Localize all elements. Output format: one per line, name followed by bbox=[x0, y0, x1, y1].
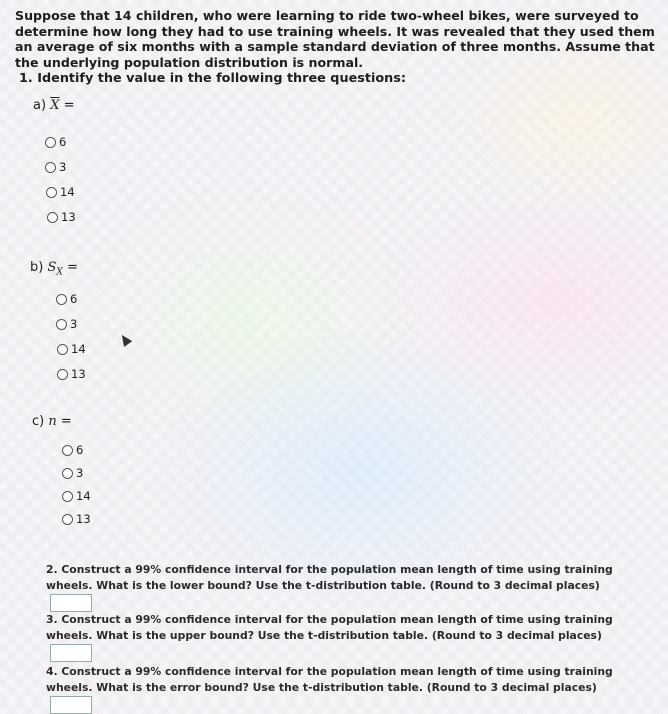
part-b-equals: = bbox=[66, 260, 78, 275]
radio-icon[interactable] bbox=[62, 445, 73, 456]
option-label: 13 bbox=[71, 367, 86, 381]
radio-icon[interactable] bbox=[56, 319, 67, 330]
option-label: 6 bbox=[70, 292, 78, 306]
part-b-option-1[interactable] bbox=[56, 292, 77, 306]
part-a-equals: = bbox=[63, 98, 75, 113]
question-3-text: 3. Construct a 99% confidence interval for the population mean length of time using training wheels. What is the upper bound? Use the t-distribution table. (Round to 3 decimal places) bbox=[46, 613, 613, 642]
part-b-option-2[interactable] bbox=[56, 317, 77, 331]
part-a-option-3[interactable] bbox=[46, 185, 75, 199]
question-3 bbox=[46, 612, 636, 662]
radio-icon[interactable] bbox=[46, 187, 57, 198]
option-label: 14 bbox=[76, 489, 91, 503]
question-1-heading: 1. Identify the value in the following three questions: bbox=[19, 71, 406, 86]
radio-icon[interactable] bbox=[45, 137, 56, 148]
part-c-equals: = bbox=[60, 414, 72, 429]
question-2 bbox=[46, 562, 636, 612]
s-x-symbol bbox=[47, 260, 63, 278]
upper-bound-input[interactable] bbox=[50, 644, 92, 662]
option-label: 13 bbox=[61, 210, 76, 224]
part-b-prefix: b) bbox=[30, 260, 44, 275]
part-b-option-3[interactable] bbox=[57, 342, 86, 356]
part-c-option-4[interactable] bbox=[62, 512, 91, 526]
radio-icon[interactable] bbox=[62, 514, 73, 525]
question-4-text: 4. Construct a 99% confidence interval for the population mean length of time using training wheels. What is the error bound? Use the t-distribution table. (Round to 3 decimal places) bbox=[46, 665, 613, 694]
option-label: 14 bbox=[60, 185, 75, 199]
radio-icon[interactable] bbox=[62, 468, 73, 479]
option-label: 6 bbox=[59, 135, 67, 149]
part-c-prefix: c) bbox=[32, 414, 45, 429]
part-b-label bbox=[30, 260, 78, 278]
problem-statement: Suppose that 14 children, who were learning to ride two-wheel bikes, were surveyed to determine how long they had to use training wheels. It was revealed that they used them an average of six months with a sample standard deviation of three months. Assume that the underlying population distribution is normal. bbox=[15, 8, 655, 70]
option-label: 3 bbox=[70, 317, 78, 331]
x-subscript: X bbox=[56, 267, 63, 278]
part-c-option-1[interactable] bbox=[62, 443, 83, 457]
part-a-option-4[interactable] bbox=[47, 210, 76, 224]
x-bar-symbol: $\overline{X}$ bbox=[50, 98, 60, 113]
option-label: 3 bbox=[76, 466, 84, 480]
n-symbol: n bbox=[48, 414, 57, 429]
question-2-text: 2. Construct a 99% confidence interval for the population mean length of time using training wheels. What is the lower bound? Use the t-distribution table. (Round to 3 decimal places) bbox=[46, 563, 613, 592]
radio-icon[interactable] bbox=[45, 162, 56, 173]
radio-icon[interactable] bbox=[57, 344, 68, 355]
radio-icon[interactable] bbox=[47, 212, 58, 223]
option-label: 13 bbox=[76, 512, 91, 526]
part-c-option-3[interactable] bbox=[62, 489, 91, 503]
option-label: 14 bbox=[71, 342, 86, 356]
part-c-label bbox=[32, 414, 72, 429]
option-label: 6 bbox=[76, 443, 84, 457]
error-bound-input[interactable] bbox=[50, 696, 92, 714]
option-label: 3 bbox=[59, 160, 67, 174]
part-c-option-2[interactable] bbox=[62, 466, 83, 480]
mouse-cursor-icon bbox=[118, 332, 133, 347]
part-a-label bbox=[33, 98, 75, 113]
lower-bound-input[interactable] bbox=[50, 594, 92, 612]
part-a-option-2[interactable] bbox=[45, 160, 66, 174]
question-4 bbox=[46, 664, 636, 714]
s-symbol: S bbox=[47, 260, 57, 275]
radio-icon[interactable] bbox=[62, 491, 73, 502]
part-b-option-4[interactable] bbox=[57, 367, 86, 381]
part-a-option-1[interactable] bbox=[45, 135, 66, 149]
radio-icon[interactable] bbox=[56, 294, 67, 305]
radio-icon[interactable] bbox=[57, 369, 68, 380]
part-a-prefix: a) bbox=[33, 98, 47, 113]
